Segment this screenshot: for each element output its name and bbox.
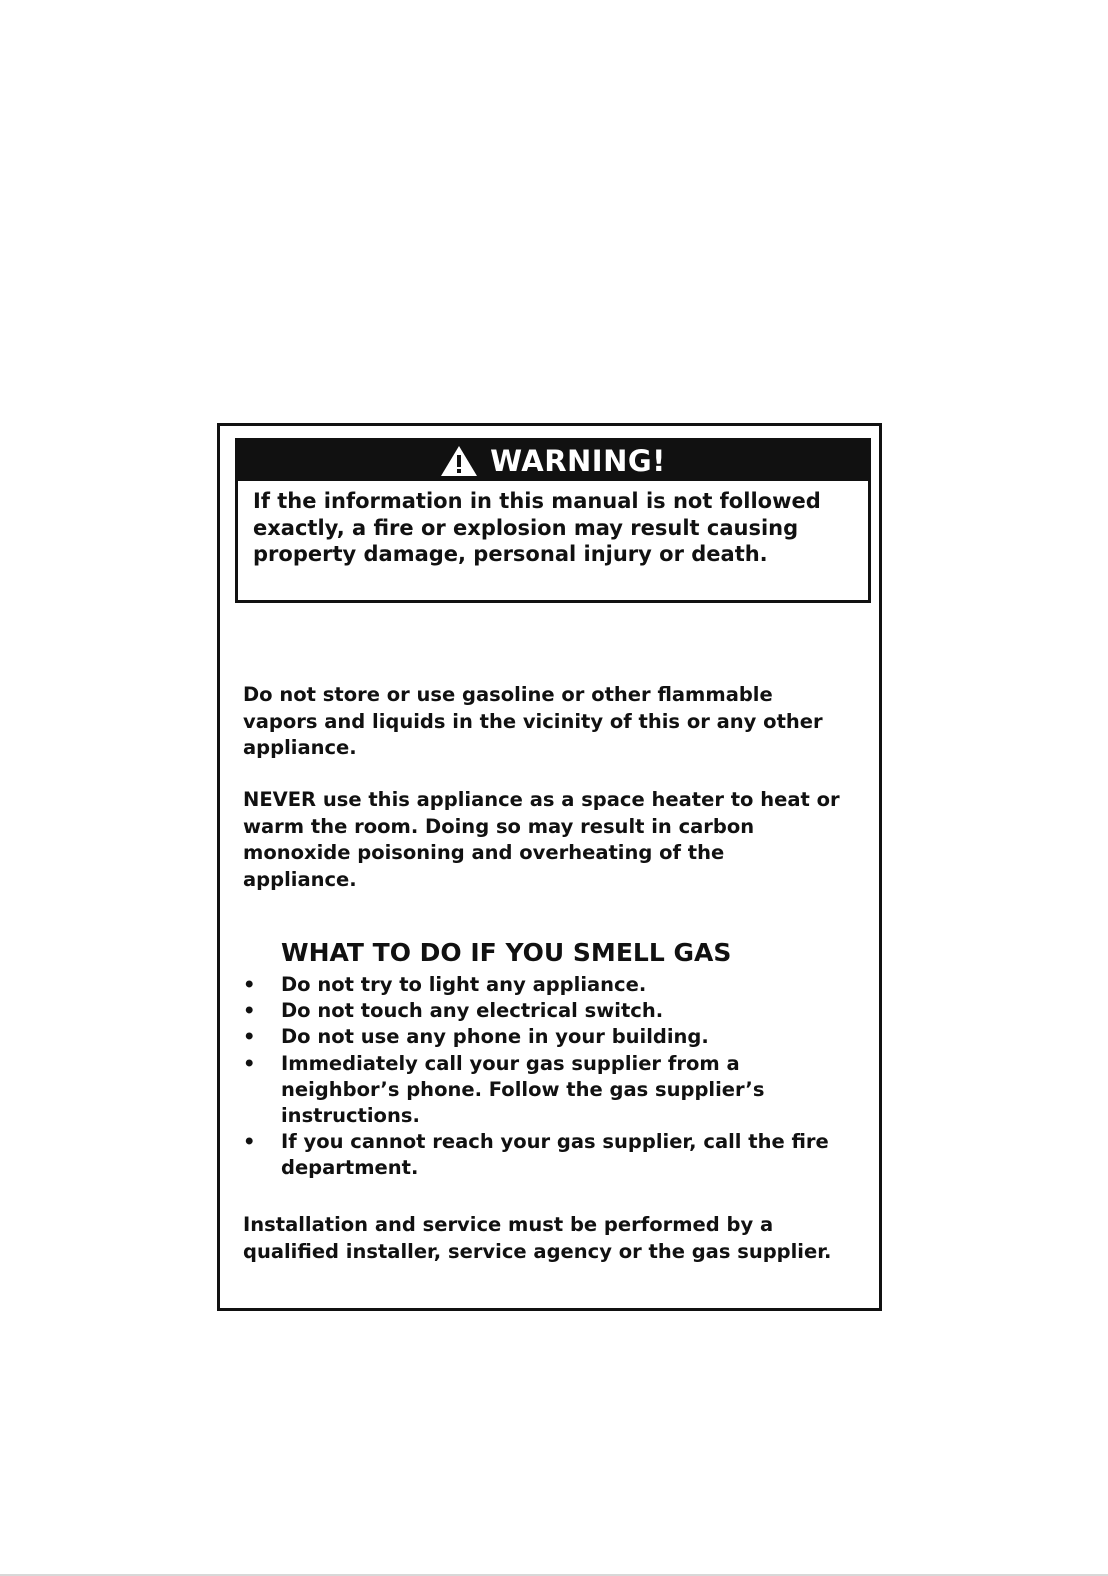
- list-item: [243, 1051, 843, 1130]
- list-item: [243, 972, 843, 998]
- bullet-icon: •: [243, 999, 256, 1023]
- bullet-icon: •: [243, 1025, 256, 1049]
- list-item-text: Do not try to light any appliance.: [281, 973, 647, 996]
- bullet-icon: •: [243, 1051, 256, 1075]
- bullet-icon: •: [243, 1130, 256, 1154]
- list-item-text: If you cannot reach your gas supplier, call the fire department.: [281, 1130, 829, 1180]
- warning-title: WARNING!: [490, 444, 666, 478]
- space-heater-paragraph: NEVER use this appliance as a space heater to heat or warm the room. Doing so may result in carbon monoxide poisoning and overheating of the appliance.: [243, 788, 840, 891]
- list-item: [243, 1024, 843, 1050]
- list-item: [243, 1129, 843, 1181]
- list-item-text: Do not touch any electrical switch.: [281, 999, 664, 1023]
- warning-box: [235, 438, 871, 603]
- flammable-storage-paragraph: Do not store or use gasoline or other flammable vapors and liquids in the vicinity of this or any other appliance.: [243, 683, 823, 759]
- safety-notice-frame: [217, 423, 882, 1311]
- warning-header: [238, 441, 868, 481]
- list-item-text: Immediately call your gas supplier from a neighbor’s phone. Follow the gas supplier’s instructions.: [281, 1051, 765, 1128]
- list-item-text: Do not use any phone in your building.: [281, 1025, 709, 1049]
- list-item: [243, 998, 843, 1024]
- installation-paragraph: Installation and service must be performed by a qualified installer, service agency or the gas supplier.: [243, 1213, 832, 1263]
- gas-instructions-list: [243, 972, 843, 1182]
- warning-triangle-icon: [440, 445, 478, 477]
- warning-text: If the information in this manual is not followed exactly, a fire or explosion may result causing property damage, personal injury or death.: [253, 489, 821, 566]
- gas-section-heading: WHAT TO DO IF YOU SMELL GAS: [281, 938, 732, 967]
- bullet-icon: •: [243, 973, 256, 996]
